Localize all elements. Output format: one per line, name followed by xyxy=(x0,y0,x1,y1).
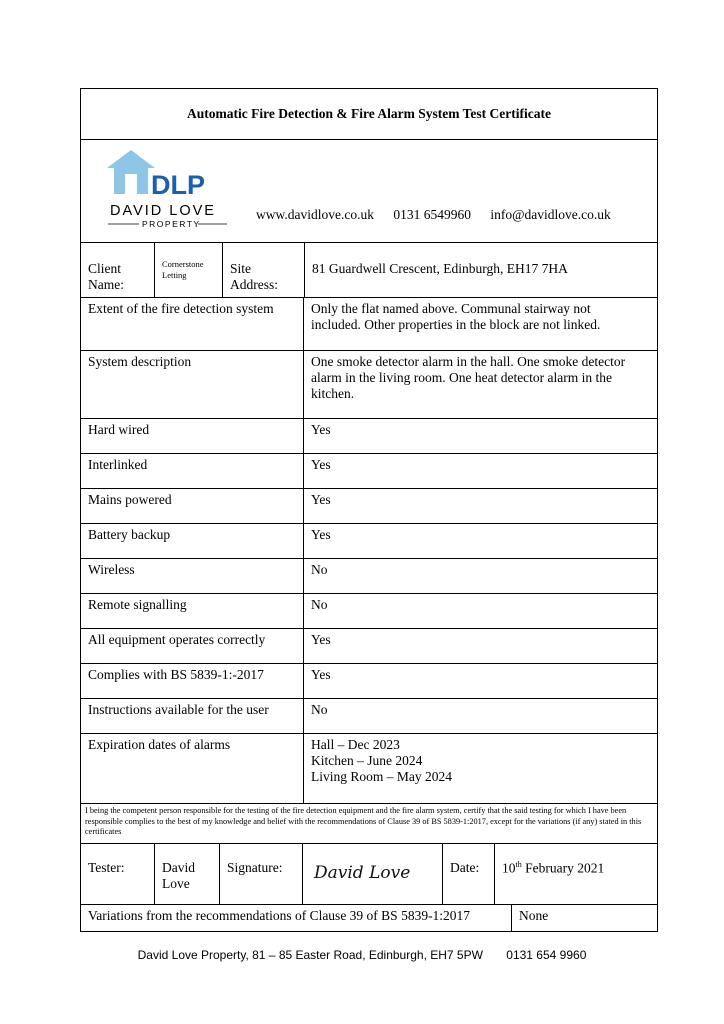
certificate-table xyxy=(80,88,658,932)
detail-value: No xyxy=(303,594,657,628)
detail-row xyxy=(81,559,657,594)
detail-label: Complies with BS 5839-1:-2017 xyxy=(88,667,264,682)
website-link[interactable]: www.davidlove.co.uk xyxy=(256,207,374,222)
detail-label: Remote signalling xyxy=(88,597,187,612)
site-address-label: Site Address: xyxy=(222,243,304,297)
logo-mark: DLP xyxy=(151,170,205,200)
detail-label: Wireless xyxy=(88,562,135,577)
detail-value: No xyxy=(303,699,657,733)
date-label: Date: xyxy=(442,844,494,904)
footer-phone: 0131 654 9960 xyxy=(506,948,587,962)
detail-label: Instructions available for the user xyxy=(88,702,269,717)
detail-label: System description xyxy=(88,354,192,369)
detail-row xyxy=(81,524,657,559)
detail-row xyxy=(81,351,657,419)
detail-value: Yes xyxy=(303,454,657,488)
detail-value: Yes xyxy=(303,489,657,523)
certification-statement: I being the competent person responsible for the testing of the fire detection equipment and the fire alarm system, certify that the said testing for which I have been responsible complies to the best of my knowledge and belief with the recommendations of Clause 39 of BS 5839-1:2017, except for the variations (if any) stated in this certificates xyxy=(81,804,657,844)
detail-row xyxy=(81,454,657,489)
detail-row xyxy=(81,419,657,454)
variations-value: None xyxy=(511,905,657,931)
detail-value: Hall – Dec 2023 Kitchen – June 2024 Living Room – May 2024 xyxy=(303,734,657,803)
house-logo-icon xyxy=(103,146,233,230)
client-name-value: Cornerstone Letting xyxy=(154,243,222,297)
detail-label: All equipment operates correctly xyxy=(88,632,266,647)
variations-row xyxy=(81,905,657,931)
detail-value: No xyxy=(303,559,657,593)
contact-details xyxy=(256,207,627,223)
variations-label: Variations from the recommendations of Clause 39 of BS 5839-1:2017 xyxy=(88,908,471,923)
page-footer xyxy=(0,948,724,962)
footer-address: David Love Property, 81 – 85 Easter Road, Edinburgh, EH7 5PW xyxy=(137,948,483,962)
signature-cell xyxy=(302,844,442,904)
tester-label: Tester: xyxy=(88,860,125,875)
detail-row xyxy=(81,629,657,664)
detail-row xyxy=(81,594,657,629)
detail-label: Mains powered xyxy=(88,492,172,507)
detail-value: Yes xyxy=(303,664,657,698)
svg-text:David Love: David Love xyxy=(314,863,411,883)
signature-label: Signature: xyxy=(219,844,302,904)
detail-row xyxy=(81,699,657,734)
site-address-value: 81 Guardwell Crescent, Edinburgh, EH17 7HA xyxy=(304,243,657,297)
tester-name: David Love xyxy=(154,844,219,904)
detail-label: Expiration dates of alarms xyxy=(88,737,231,752)
detail-label: Extent of the fire detection system xyxy=(88,301,274,316)
detail-value: Yes xyxy=(303,419,657,453)
detail-value: Yes xyxy=(303,524,657,558)
header-row xyxy=(81,140,657,243)
handwritten-signature xyxy=(310,856,430,886)
detail-row xyxy=(81,664,657,699)
client-row xyxy=(81,243,657,298)
tester-row xyxy=(81,844,657,905)
email-link[interactable]: info@davidlove.co.uk xyxy=(490,207,611,222)
detail-rows xyxy=(81,298,657,804)
detail-row xyxy=(81,734,657,804)
logo-name: DAVID LOVE xyxy=(110,203,216,219)
detail-label: Battery backup xyxy=(88,527,171,542)
date-value: 10th February 2021 xyxy=(494,844,657,904)
phone-number: 0131 6549960 xyxy=(393,207,471,222)
detail-value: Yes xyxy=(303,629,657,663)
certificate-title: Automatic Fire Detection & Fire Alarm System Test Certificate xyxy=(81,89,657,140)
detail-value: Only the flat named above. Communal stairway not included. Other properties in the block are not linked. xyxy=(303,298,657,350)
dlp-logo xyxy=(103,146,233,230)
logo-sub: PROPERTY xyxy=(142,219,201,229)
detail-value: One smoke detector alarm in the hall. One smoke detector alarm in the living room. One heat detector alarm in the kitchen. xyxy=(303,351,657,418)
detail-label: Interlinked xyxy=(88,457,148,472)
detail-row xyxy=(81,489,657,524)
detail-label: Hard wired xyxy=(88,422,150,437)
client-name-label: Client Name: xyxy=(88,261,124,293)
detail-row xyxy=(81,298,657,351)
